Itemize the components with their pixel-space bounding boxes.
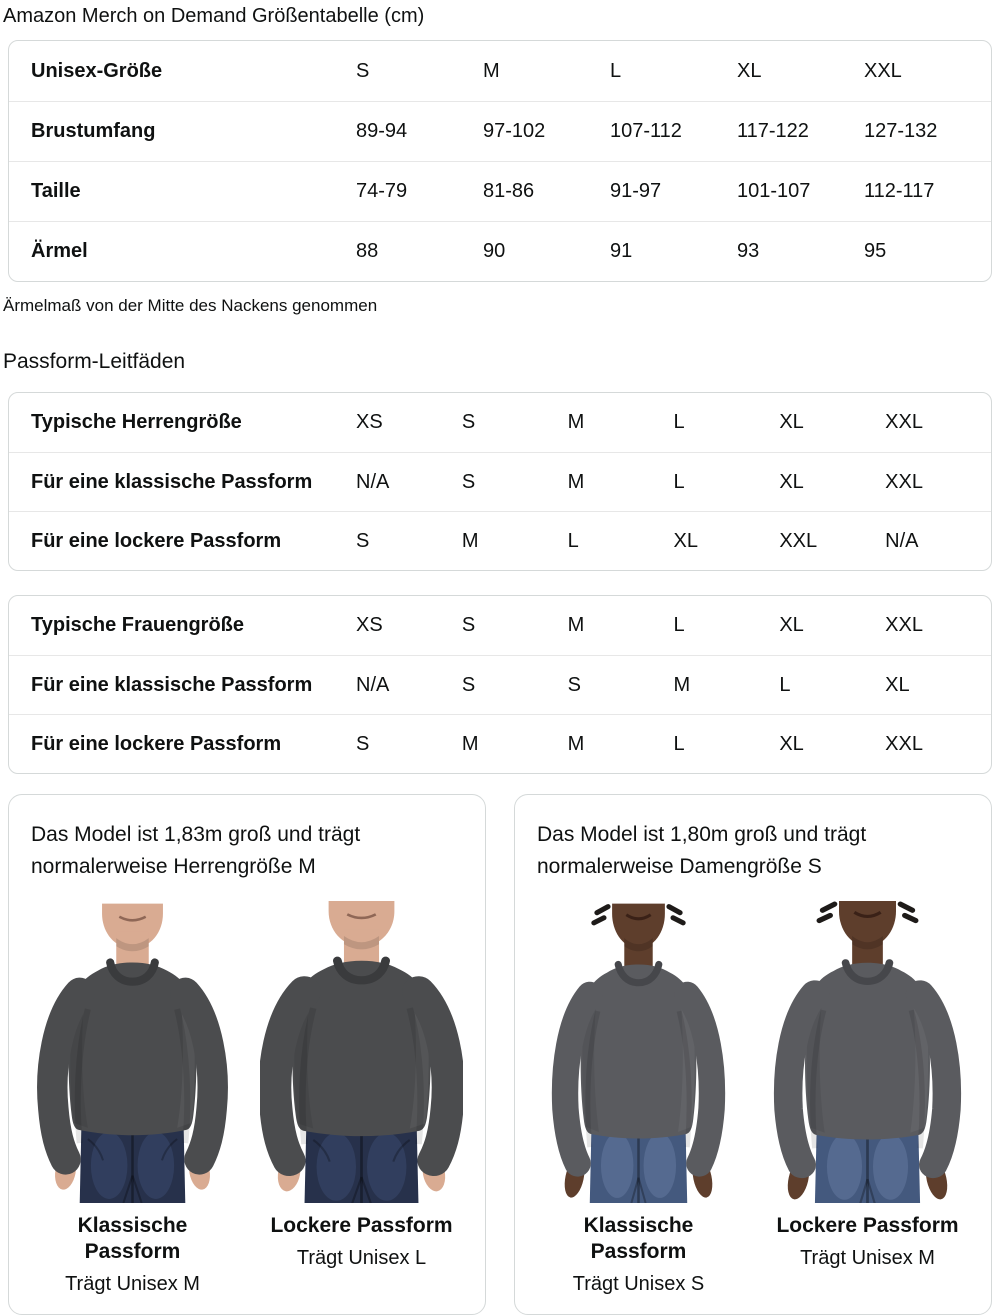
size-value: 95 [864, 240, 887, 262]
table-row [9, 511, 991, 570]
size-value: S [461, 673, 476, 696]
table-row [9, 393, 991, 452]
size-value: N/A [356, 470, 390, 493]
size-value: S [461, 411, 476, 433]
size-value: L [610, 59, 622, 82]
model-description: Das Model ist 1,83m groß und trägt normalerweise Herrengröße M [31, 823, 361, 878]
row-label: Typische Frauengröße [31, 614, 245, 636]
row-label: Typische Herrengröße [31, 411, 242, 433]
size-value: 112-117 [864, 180, 935, 202]
size-value: S [461, 470, 476, 493]
row-label: Brustumfang [31, 120, 156, 142]
size-value: 101-107 [737, 180, 811, 202]
row-label: Für eine klassische Passform [31, 470, 313, 493]
table-row [9, 101, 991, 161]
size-value: L [673, 732, 685, 755]
row-label: Für eine klassische Passform [31, 673, 313, 696]
size-value: S [356, 59, 370, 82]
male-model-loose-fit-photo [260, 897, 463, 1203]
size-value: XS [356, 411, 383, 433]
size-value: XXL [779, 529, 818, 552]
size-value: 127-132 [864, 120, 938, 142]
size-value: M [461, 732, 479, 755]
row-label: Für eine lockere Passform [31, 732, 282, 755]
fit-size-worn: Trägt Unisex M [65, 1273, 200, 1295]
fit-size-worn: Trägt Unisex S [572, 1273, 705, 1295]
size-value: M [673, 673, 691, 696]
model-cards [8, 794, 992, 1315]
mens-model-card [8, 794, 486, 1315]
table-row [9, 41, 991, 101]
size-value: M [483, 59, 500, 82]
size-value: L [567, 529, 579, 552]
size-value: S [567, 673, 581, 696]
table-row [9, 221, 991, 281]
unisex-size-table [8, 40, 992, 282]
fit-guides-heading: Passform-Leitfäden [3, 350, 186, 373]
fit-size-worn: Trägt Unisex L [296, 1247, 427, 1269]
size-value: XL [779, 411, 804, 433]
size-value: M [461, 529, 479, 552]
size-value: M [567, 614, 585, 636]
size-value: XL [779, 614, 804, 636]
table-row [9, 596, 991, 655]
size-value: N/A [356, 673, 390, 696]
size-value: L [673, 614, 685, 636]
womens-fit-table [8, 595, 992, 774]
size-value: XL [779, 470, 804, 493]
size-value: M [567, 470, 585, 493]
size-value: 91 [610, 240, 633, 262]
photo-caption [260, 1213, 463, 1296]
photo-caption [537, 1213, 740, 1296]
size-value: 117-122 [737, 120, 809, 142]
size-value: 107-112 [610, 120, 682, 142]
table-row [9, 161, 991, 221]
size-value: M [567, 411, 585, 433]
size-value: XXL [885, 470, 923, 493]
fit-label: Klassische Passform [77, 1214, 188, 1263]
size-value: S [356, 529, 370, 552]
fit-label: Klassische Passform [583, 1214, 694, 1263]
size-value: L [779, 673, 791, 696]
size-value: XS [356, 614, 383, 636]
size-value: XL [885, 673, 910, 696]
size-value: XL [673, 529, 698, 552]
size-value: XXL [885, 411, 923, 433]
size-value: S [461, 614, 476, 636]
size-value: XXL [885, 732, 923, 755]
size-value: S [356, 732, 370, 755]
size-value: 81-86 [483, 180, 535, 202]
model-description: Das Model ist 1,80m groß und trägt normalerweise Damengröße S [537, 823, 867, 878]
sleeve-measure-note: Ärmelmaß von der Mitte des Nackens genommen [3, 296, 378, 315]
size-value: 89-94 [356, 120, 408, 142]
fit-label: Lockere Passform [270, 1214, 453, 1237]
size-value: 90 [483, 240, 506, 262]
fit-size-worn: Trägt Unisex M [800, 1247, 935, 1269]
size-value: XL [779, 732, 804, 755]
photo-caption [31, 1213, 234, 1296]
female-model-classic-fit-photo [537, 897, 740, 1203]
row-label: Ärmel [31, 240, 88, 262]
size-value: XXL [885, 614, 923, 636]
page-title: Amazon Merch on Demand Größentabelle (cm) [3, 5, 425, 27]
size-value: N/A [885, 529, 919, 552]
table-row [9, 452, 991, 511]
size-value: XXL [864, 59, 902, 82]
fit-label: Lockere Passform [776, 1214, 959, 1237]
row-label: Taille [31, 180, 81, 202]
size-value: 74-79 [356, 180, 408, 202]
table-row [9, 714, 991, 773]
size-value: 88 [356, 240, 379, 262]
female-model-loose-fit-photo [766, 897, 969, 1203]
size-value: L [673, 470, 685, 493]
mens-fit-table [8, 392, 992, 571]
size-value: 93 [737, 240, 760, 262]
size-value: M [567, 732, 585, 755]
photo-caption [766, 1213, 969, 1296]
womens-model-card [514, 794, 992, 1315]
male-model-classic-fit-photo [31, 897, 234, 1203]
size-value: 97-102 [483, 120, 546, 142]
size-value: 91-97 [610, 180, 662, 202]
table-row [9, 655, 991, 714]
row-label: Unisex-Größe [31, 59, 163, 82]
size-value: L [673, 411, 685, 433]
size-value: XL [737, 59, 762, 82]
row-label: Für eine lockere Passform [31, 529, 282, 552]
